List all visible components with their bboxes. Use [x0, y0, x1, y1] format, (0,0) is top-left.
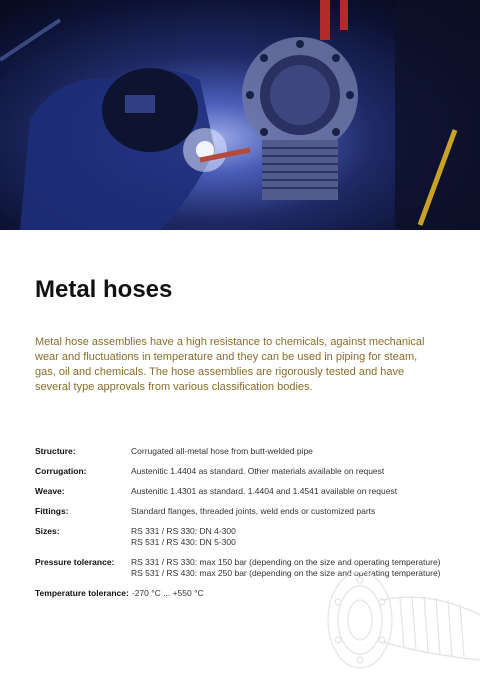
spec-value-line: Corrugated all-metal hose from butt-welded pipe	[131, 446, 313, 456]
spec-label: Sizes:	[35, 526, 60, 536]
spec-label: Corrugation:	[35, 466, 87, 476]
spec-value	[131, 526, 236, 548]
hero-illustration	[0, 0, 480, 230]
spec-row-structure	[35, 446, 455, 457]
spec-row-weave	[35, 486, 455, 497]
flange-hose-line-drawing	[320, 560, 480, 679]
spec-value-line: Austenitic 1.4404 as standard. Other materials available on request	[131, 466, 385, 476]
spec-label: Structure:	[35, 446, 76, 456]
spec-value-line: Standard flanges, threaded joints, weld ends or customized parts	[131, 506, 376, 516]
spec-value-line: RS 331 / RS 330: max 150 bar (depending on the size and operating temperature)	[131, 557, 441, 567]
spec-value	[131, 466, 384, 477]
spec-value-line: RS 331 / RS 330: DN 4-300	[131, 526, 236, 536]
intro-paragraph: Metal hose assemblies have a high resistance to chemicals, against mechanical wear and fluctuations in temperature and they can be used in piping for steam, gas, oil and chemicals. The hose assemblies are rigorously tested and have several type approvals from various classification bodies.	[35, 336, 425, 393]
spec-value	[131, 446, 313, 457]
spec-label: Weave:	[35, 486, 65, 496]
spec-value	[131, 486, 397, 497]
spec-value-line: -270 °C ... +550 °C	[131, 588, 204, 598]
spec-value-line: RS 531 / RS 430: DN 5-300	[131, 537, 236, 547]
spec-label: Temperature tolerance:	[35, 588, 129, 598]
spec-value	[132, 588, 204, 599]
spec-row-fittings	[35, 506, 455, 517]
spec-label: Fittings:	[35, 506, 69, 516]
spec-row-sizes	[35, 526, 455, 548]
spec-label: Pressure tolerance:	[35, 557, 115, 567]
page-title: Metal hoses	[35, 276, 173, 303]
spec-value-line: RS 531 / RS 430: max 250 bar (depending on the size and operating temperature)	[131, 568, 441, 578]
spec-value-line: Austenitic 1.4301 as standard. 1.4404 and 1.4541 available on request	[131, 486, 398, 496]
hero-photo	[0, 0, 480, 230]
spec-value	[131, 506, 375, 517]
spec-row-corrugation	[35, 466, 455, 477]
